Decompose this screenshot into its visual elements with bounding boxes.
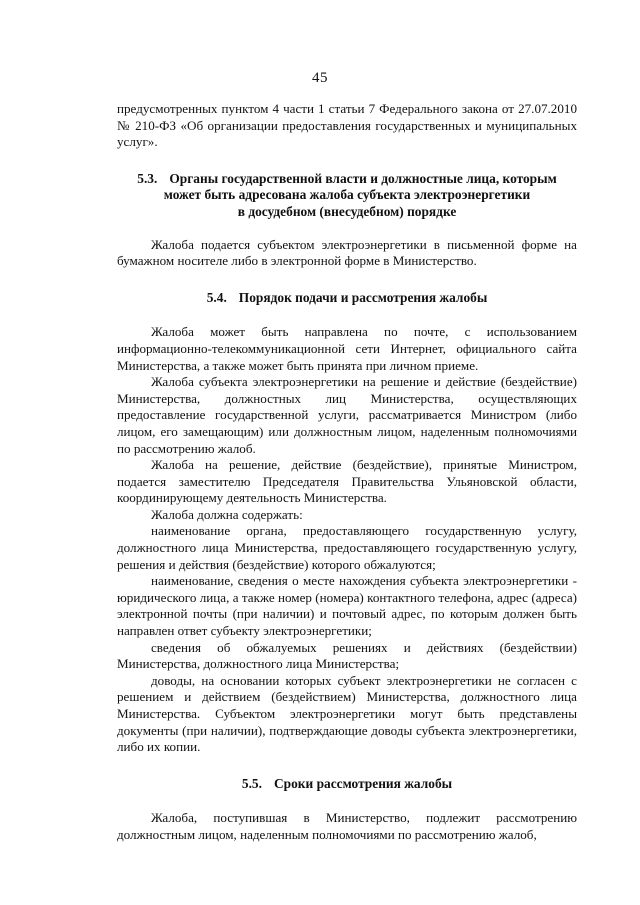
section-5-4-list-item: наименование органа, предоставляющего государственную услугу, должностного лица Министерства, предоставляющего государственную услугу, решения и действия (бездействие) которого обжалуются; xyxy=(117,523,577,572)
intro-paragraph: предусмотренных пунктом 4 части 1 статьи 7 Федерального закона от 27.07.2010 № 210-ФЗ «Об организации предоставления государственных и муниципальных услуг». xyxy=(117,101,577,150)
section-5-4-paragraph: Жалоба должна содержать: xyxy=(151,506,303,522)
section-5-5-number: 5.5. xyxy=(241,775,262,791)
section-5-4-paragraph: Жалоба на решение, действие (бездействие), принятые Министром, подается заместителю Председателя Правительства Ульяновской области, координирующему деятельность Министерства. xyxy=(117,457,577,506)
section-5-4-paragraph: Жалоба субъекта электроэнергетики на решение и действие (бездействие) Министерства, должностных лиц Министерства, осуществляющих предоставление государственной услуги, рассматривается Министром (либо лицом, его замещающим) или должностным лицом, наделенным полномочиями по рассмотрению жалоб. xyxy=(117,374,577,456)
section-5-4-list-item: наименование, сведения о месте нахождения субъекта электроэнергетики - юридического лица, а также номер (номера) контактного телефона, адрес (адреса) электронной почты (при наличии) и почтовый адрес, по которым должен быть направлен ответ субъекту электроэнергетики; xyxy=(117,573,577,639)
document-body xyxy=(117,101,577,844)
section-5-5-paragraph: Жалоба, поступившая в Министерство, подлежит рассмотрению должностным лицом, наделенным полномочиями по рассмотрению жалоб, xyxy=(117,810,577,842)
section-5-3-title-line3: в досудебном (внесудебном) порядке xyxy=(237,203,457,219)
page-number: 45 xyxy=(312,70,328,86)
section-5-3-number: 5.3. xyxy=(137,170,158,186)
section-5-4-paragraph: Жалоба может быть направлена по почте, с использованием информационно-телекоммуникационной сети Интернет, официального сайта Министерства, а также может быть принята при личном приеме. xyxy=(117,324,577,373)
section-5-4-title: Порядок подачи и рассмотрения жалобы xyxy=(238,289,488,305)
section-5-4-list-item: сведения об обжалуемых решениях и действиях (бездействии) Министерства, должностного лица Министерства; xyxy=(117,639,577,672)
section-5-3-paragraph: Жалоба подается субъектом электроэнергетики в письменной форме на бумажном носителе либо в электронной форме в Министерство. xyxy=(117,236,577,269)
section-5-5 xyxy=(117,776,577,844)
section-5-4 xyxy=(117,290,577,756)
section-5-4-list-item: доводы, на основании которых субъект электроэнергетики не согласен с решением и действием (бездействием) Министерства, должностного лица Министерства. Субъектом электроэнергетики могут быть представлены документы (при наличии), подтверждающие доводы субъекта электроэнергетики, либо их копии. xyxy=(117,672,577,755)
section-5-3-title-line1: Органы государственной власти и должностные лица, которым xyxy=(169,170,557,186)
section-5-5-heading xyxy=(117,776,577,793)
section-5-4-number: 5.4. xyxy=(206,289,227,305)
section-5-4-heading xyxy=(117,290,577,307)
section-5-3-heading xyxy=(117,171,577,221)
section-5-3-title-line2: может быть адресована жалоба субъекта электроэнергетики xyxy=(163,187,531,203)
section-5-5-title: Сроки рассмотрения жалобы xyxy=(273,775,453,791)
section-5-3 xyxy=(117,171,577,270)
